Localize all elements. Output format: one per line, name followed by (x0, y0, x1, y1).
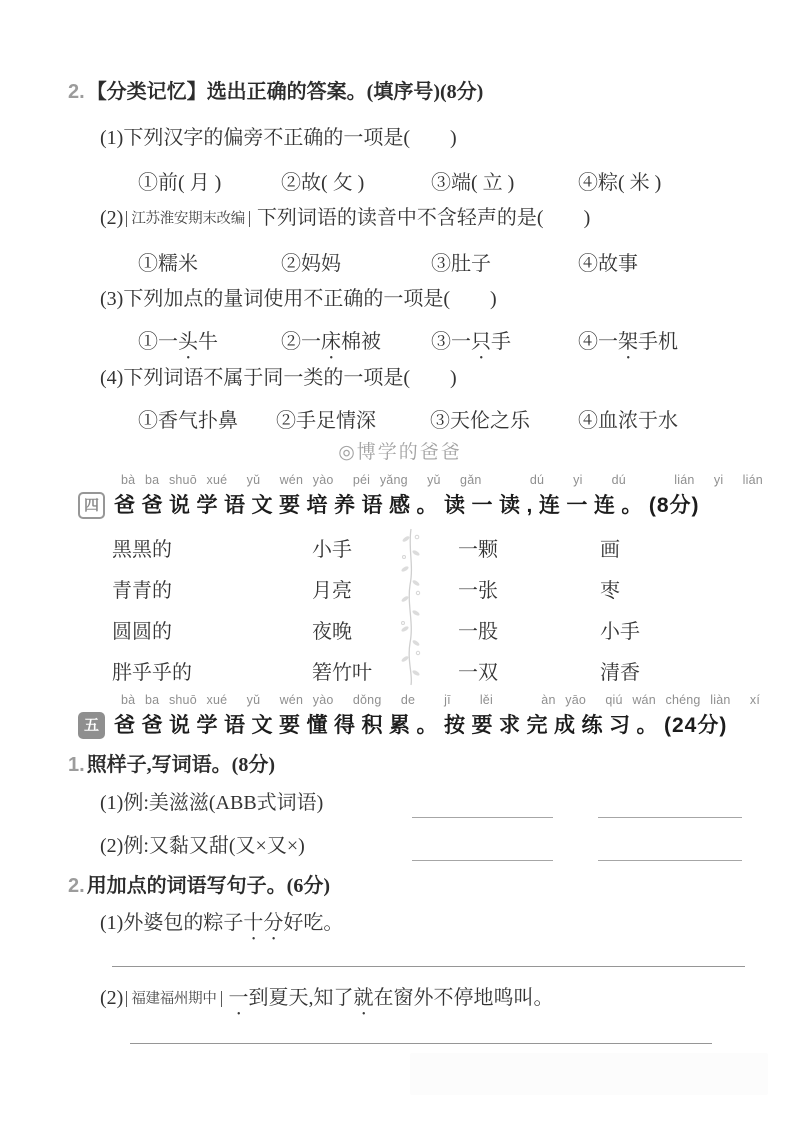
q2-title: 用加点的词语写句子。(6分) (86, 875, 331, 897)
option: ④血浓于水 (578, 410, 678, 432)
section-5-q2-heading (68, 874, 330, 899)
option: ②一床棉被 (281, 331, 381, 353)
match-item[interactable]: 箬竹叶 (312, 662, 372, 684)
subquestion-2 (100, 206, 590, 231)
section-5-title: 爸爸说学语文要懂得积累。按要求完成练习。 (114, 714, 664, 737)
option: ③天伦之乐 (430, 410, 530, 432)
option: ①前( 月 ) (138, 172, 222, 194)
q1-item-2-label: (2) (100, 835, 124, 857)
subquestion-2-text: 下列词语的读音中不含轻声的是( ) (256, 207, 591, 229)
match-item[interactable]: 夜晚 (312, 621, 352, 643)
match-item[interactable]: 黑黑的 (112, 539, 172, 561)
exam-source-tag: 江苏淮安期末改编 (126, 211, 250, 227)
section-5-q1-heading (68, 753, 275, 778)
section-4-badge-icon: 四 (78, 492, 105, 519)
section-4-score: (8分) (648, 494, 700, 517)
option: ②故( 攵 ) (281, 172, 365, 194)
section-5-score: (24分) (664, 714, 728, 737)
q1-item-1 (100, 791, 323, 816)
subquestion-2-label: (2) (100, 207, 124, 229)
subquestion-4 (100, 366, 457, 391)
subquestion-3 (100, 287, 497, 312)
q2-number: 2. (68, 875, 85, 897)
match-item[interactable]: 一股 (458, 621, 498, 643)
section-5-heading (78, 712, 727, 739)
q2-item-1-label: (1) (100, 912, 124, 934)
match-item[interactable]: 一张 (458, 580, 498, 602)
subquestion-3-text: 下列加点的量词使用不正确的一项是( ) (123, 288, 497, 310)
q2-item-1 (100, 911, 343, 945)
option: ④粽( 米 ) (578, 172, 662, 194)
q1-item-2 (100, 834, 305, 859)
match-item[interactable]: 画 (600, 539, 620, 561)
subquestion-3-label: (3) (100, 288, 124, 310)
match-item[interactable]: 一颗 (458, 539, 498, 561)
option: ③肚子 (431, 253, 491, 275)
section-4-pinyin: bà ba shuō xué yǔ wén yào péi yǎng yǔ gǎn dú yi dú lián yi lián (121, 473, 763, 487)
question-2-tag: 【分类记忆】 (86, 81, 207, 103)
q2-item-2-label: (2) (100, 987, 124, 1009)
answer-blank[interactable] (412, 817, 553, 818)
section-divider-label: ◎博学的爸爸 (338, 442, 462, 463)
section-5-badge-icon: 五 (78, 712, 105, 739)
subquestion-4-label: (4) (100, 367, 124, 389)
subquestion-4-text: 下列词语不属于同一类的一项是( ) (123, 367, 457, 389)
q2-item-2 (100, 986, 554, 1020)
vine-divider-icon (398, 527, 424, 687)
q1-item-1-text: 例:美滋滋(ABB式词语) (123, 792, 324, 814)
section-4-heading (78, 492, 700, 519)
match-item[interactable]: 圆圆的 (112, 621, 172, 643)
match-item[interactable]: 小手 (600, 621, 640, 643)
option: ②手足情深 (276, 410, 376, 432)
section-5-pinyin: bà ba shuō xué yǔ wén yào dǒng de jī lěi àn yāo qiú wán chéng liàn xí (121, 693, 760, 707)
answer-blank[interactable] (598, 860, 742, 861)
answer-line[interactable] (112, 966, 745, 967)
option: ①香气扑鼻 (138, 410, 238, 432)
match-item[interactable]: 小手 (312, 539, 352, 561)
subquestion-1 (100, 126, 457, 151)
question-2-number: 2. (68, 81, 85, 103)
answer-blank[interactable] (412, 860, 553, 861)
match-item[interactable]: 枣 (600, 580, 620, 602)
answer-line[interactable] (130, 1043, 712, 1044)
q1-number: 1. (68, 754, 85, 776)
section-4-title: 爸爸说学语文要培养语感。读一读,连一连。 (114, 494, 649, 517)
q2-item-2-sentence: 一到夏天,知了就在窗外不停地鸣叫。 (228, 987, 554, 1009)
q1-title: 照样子,写词语。(8分) (86, 754, 276, 776)
match-item[interactable]: 胖乎乎的 (112, 662, 192, 684)
match-item[interactable]: 清香 (600, 662, 640, 684)
match-item[interactable]: 青青的 (112, 580, 172, 602)
subquestion-1-text: 下列汉字的偏旁不正确的一项是( ) (123, 127, 457, 149)
exam-source-tag: 福建福州期中 (126, 991, 221, 1007)
answer-blank[interactable] (598, 817, 742, 818)
option: ①糯米 (138, 253, 198, 275)
question-2-title: 选出正确的答案。(填序号)(8分) (206, 81, 484, 103)
question-2-heading (68, 80, 483, 105)
q1-item-1-label: (1) (100, 792, 124, 814)
option: ③端( 立 ) (431, 172, 515, 194)
option: ④一架手机 (578, 331, 678, 353)
q1-item-2-text: 例:又黏又甜(又×又×) (123, 835, 305, 857)
option: ③一只手 (431, 331, 511, 353)
option: ①一头牛 (138, 331, 218, 353)
option: ②妈妈 (281, 253, 341, 275)
subquestion-1-label: (1) (100, 127, 124, 149)
match-item[interactable]: 一双 (458, 662, 498, 684)
option: ④故事 (578, 253, 638, 275)
match-item[interactable]: 月亮 (312, 580, 352, 602)
q2-item-1-sentence: 外婆包的粽子十分好吃。 (123, 912, 344, 934)
scan-artifact (410, 1053, 768, 1095)
